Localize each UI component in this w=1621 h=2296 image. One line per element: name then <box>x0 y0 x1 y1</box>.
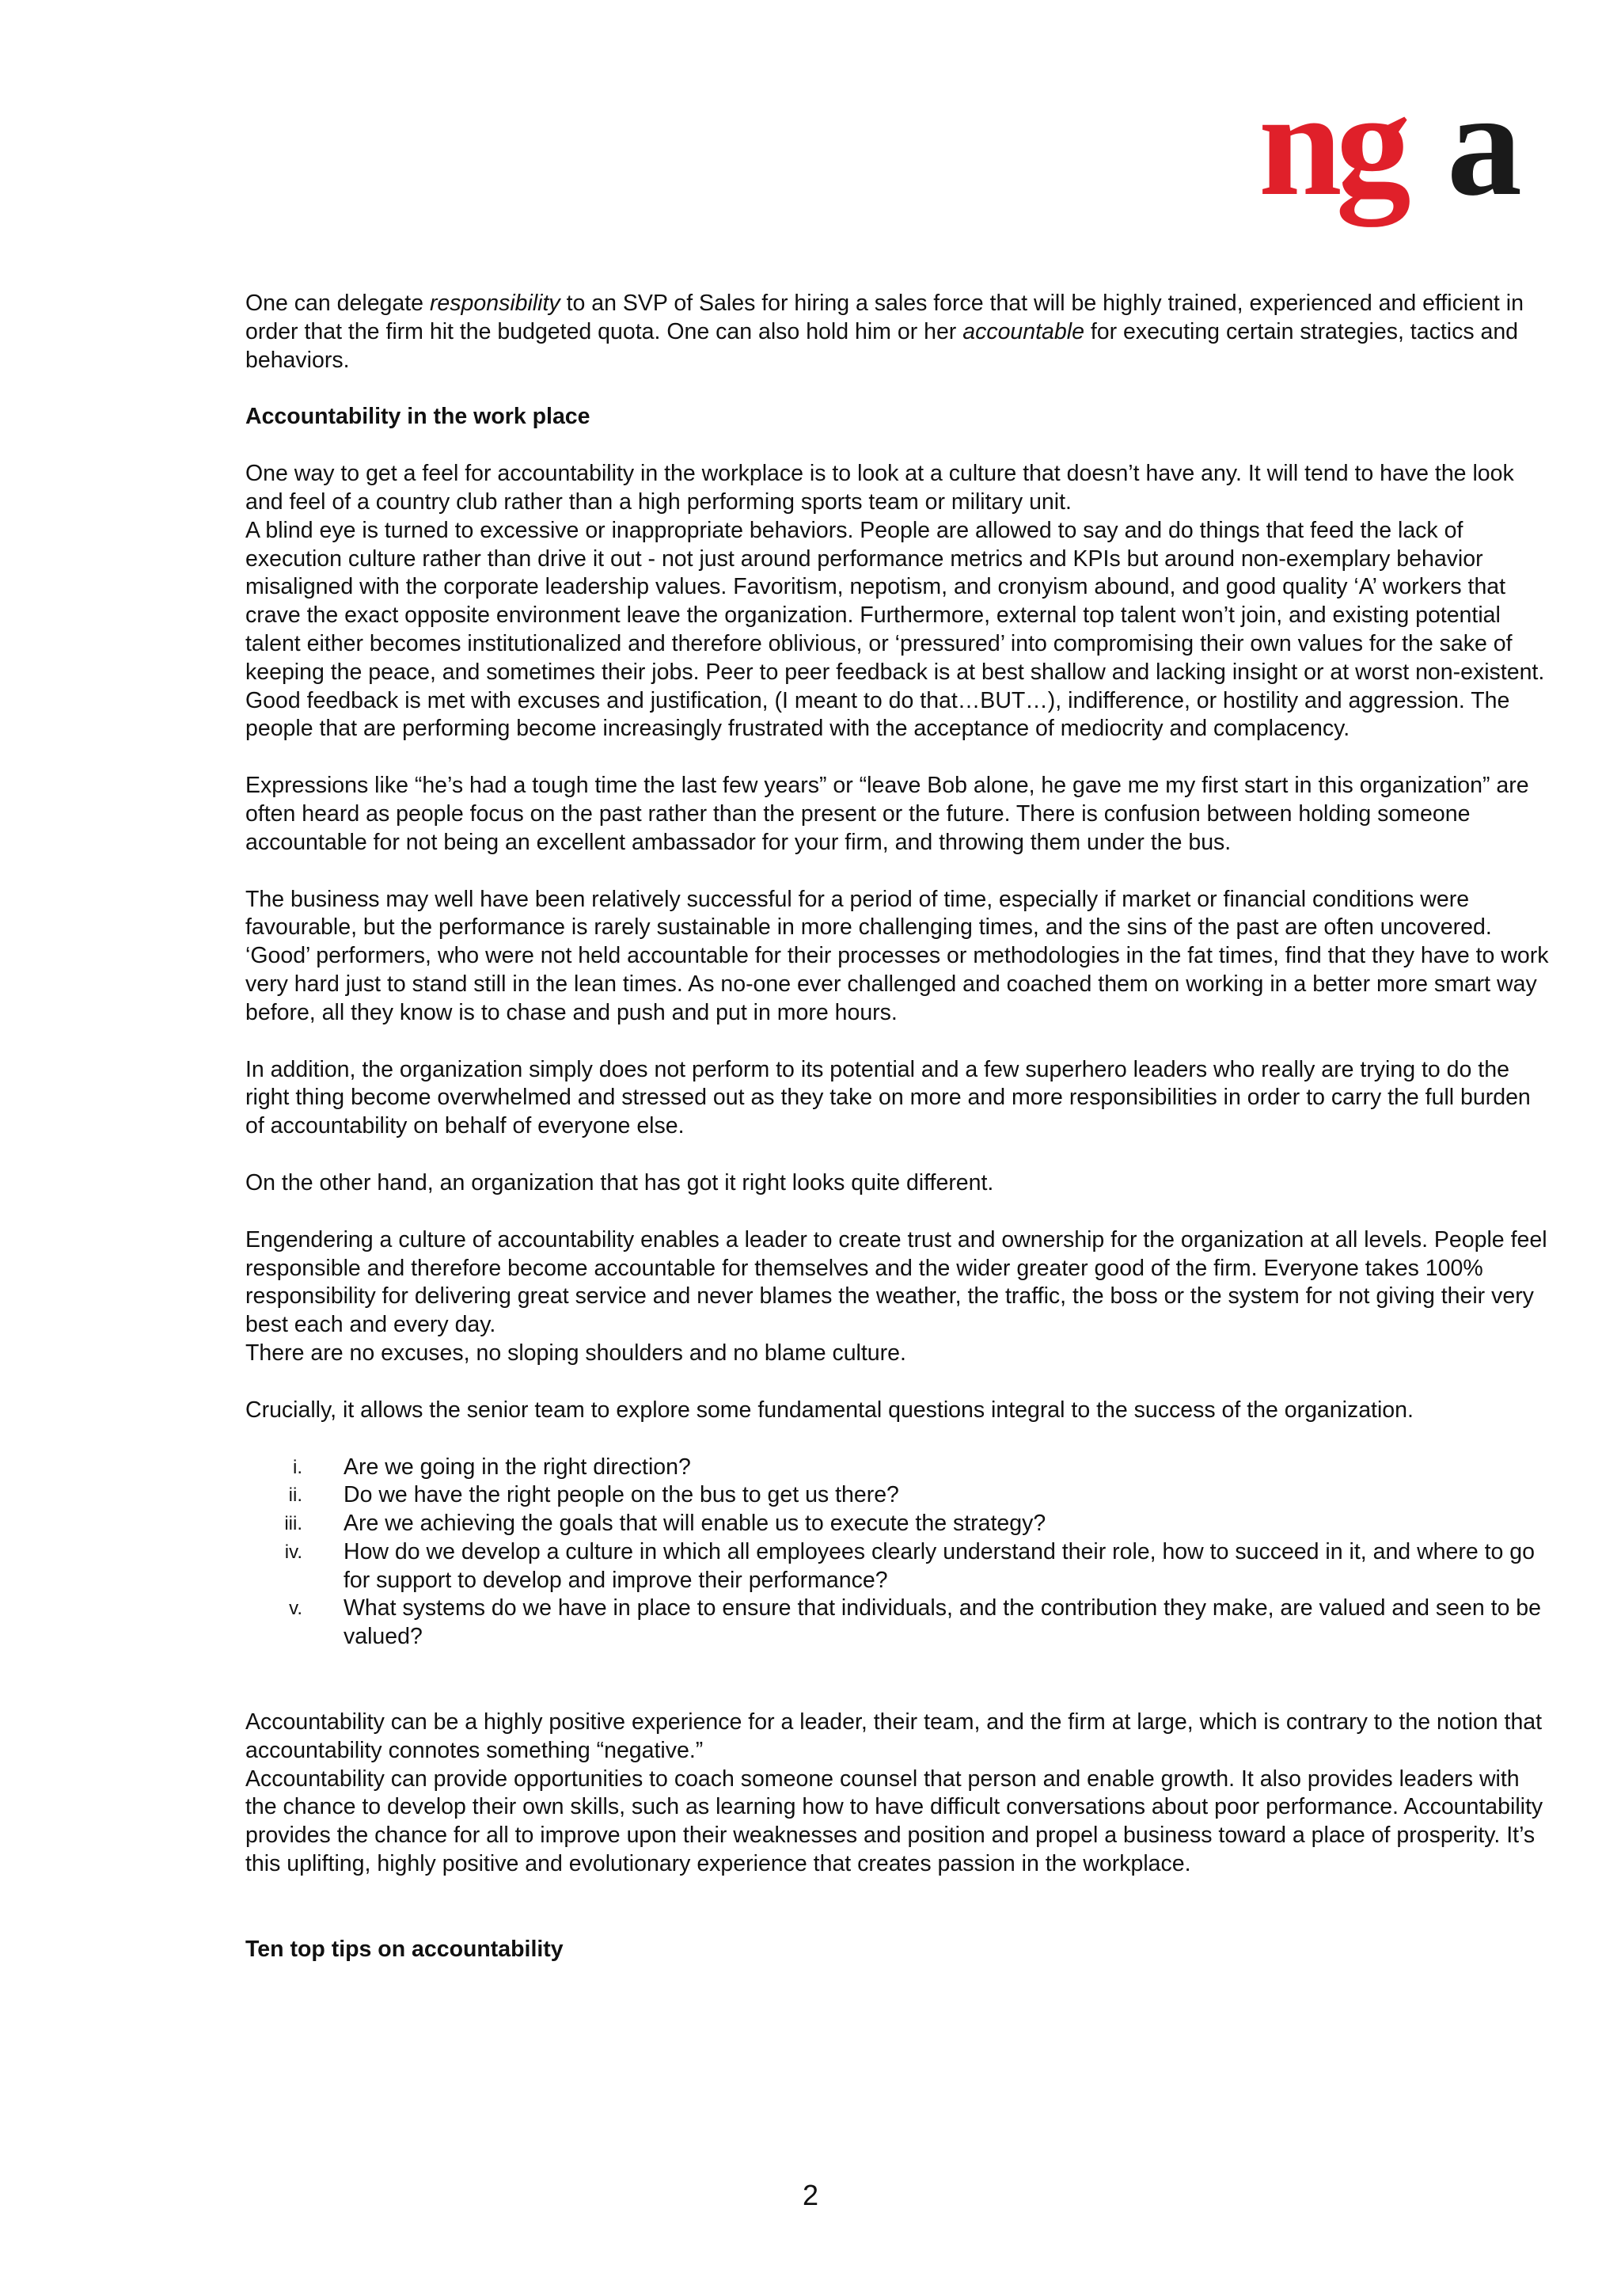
questions-list <box>245 1454 1551 1652</box>
list-item <box>245 1510 1551 1538</box>
list-number: i. <box>293 1456 302 1478</box>
svg-text:ng: ng <box>1258 75 1405 227</box>
paragraph: Accountability can be a highly positive experience for a leader, their team, and the firm at large, which is contrary to the notion that accountability connotes something “negative.” <box>245 1709 1543 1763</box>
list-number: v. <box>289 1598 302 1620</box>
page-number: 2 <box>802 2179 819 2211</box>
list-item <box>245 1595 1551 1652</box>
paragraph: In addition, the organization simply does not perform to its potential and a few superhero leaders who really are trying to do the right thing become overwhelmed and stressed out as they take on more and more responsibilities in order to carry the full burden of accountability on behalf of everyone else. <box>245 1056 1531 1139</box>
section-heading-workplace: Accountability in the work place <box>245 404 590 430</box>
list-number: iii. <box>284 1513 302 1535</box>
paragraph: Crucially, it allows the senior team to explore some fundamental questions integral to the success of the organization. <box>245 1397 1414 1423</box>
list-item-text: What systems do we have in place to ensure that individuals, and the contribution they make, are valued and seen to be valued? <box>344 1595 1541 1650</box>
paragraph: Accountability can provide opportunities to coach someone counsel that person and enable growth. It also provides leaders with the chance to develop their own skills, such as learning how to have difficult conversations about poor performance. Accountability provides the chance for all to improve upon their weaknesses and position and propel a business toward a place of prosperity. It’s this uplifting, highly positive and evolutionary experience that creates passion in the workplace. <box>245 1766 1543 1877</box>
paragraph: There are no excuses, no sloping shoulders and no blame culture. <box>245 1340 906 1366</box>
paragraph: A blind eye is turned to excessive or inappropriate behaviors. People are allowed to say and do things that feed the lack of execution culture rather than drive it out - not just around performance metrics and KPIs but around non-exemplary behavior misaligned with the corporate leadership values. Favoritism, nepotism, and cronyism abound, and good quality ‘A’ workers that crave the exact opposite environment leave the organization. Furthermore, external top talent won’t join, and existing potential talent either becomes institutionalized and therefore oblivious, or ‘pressured’ into compromising their own values for the sake of keeping the peace, and sometimes their jobs. Peer to peer feedback is at best shallow and lacking insight or at worst non-existent. Good feedback is met with excuses and justification, (I meant to do that…BUT…), indifference, or hostility and aggression. The people that are performing become increasingly frustrated with the acceptance of mediocrity and complacency. <box>245 517 1545 742</box>
paragraph: The business may well have been relatively successful for a period of time, especially if market or financial conditions were favourable, but the performance is rarely sustainable in more challenging times, and the sins of the past are often uncovered. <box>245 886 1492 941</box>
list-item-text: Are we achieving the goals that will enable us to execute the strategy? <box>344 1511 1046 1537</box>
paragraph: Expressions like “he’s had a tough time the last few years” or “leave Bob alone, he gave me my first start in this organization” are often heard as people focus on the past rather than the present or the future. There is confusion between holding someone accountable for not being an excellent ambassador for your firm, and throwing them under the bus. <box>245 773 1529 855</box>
emphasis-accountable: accountable <box>962 318 1084 344</box>
list-item <box>245 1538 1551 1595</box>
list-item-text: Do we have the right people on the bus to get us there? <box>344 1482 899 1508</box>
paragraph: One way to get a feel for accountability in the workplace is to look at a culture that doesn’t have any. It will tend to have the look and feel of a country club rather than a high performing sports team or military unit. <box>245 461 1514 515</box>
list-item <box>245 1454 1551 1482</box>
paragraph: Engendering a culture of accountability enables a leader to create trust and ownership for the organization at all levels. People feel responsible and therefore become accountable for themselves and the wider greater good of the firm. Everyone takes 100% responsibility for delivering great service and never blames the weather, the traffic, the boss or the system for not giving their very best each and every day. <box>245 1226 1547 1338</box>
nga-logo <box>1258 75 1543 241</box>
list-item-text: How do we develop a culture in which all employees clearly understand their role, how to succeed in it, and where to go for support to develop and improve their performance? <box>344 1538 1536 1593</box>
emphasis-responsibility: responsibility <box>429 291 560 316</box>
svg-text:a: a <box>1447 75 1522 227</box>
paragraph: ‘Good’ performers, who were not held accountable for their processes or methodologies in the fat times, find that they have to work very hard just to stand still in the lean times. As no-one ever challenged and coached them on working in a better more smart way before, all they know is to chase and push and put in more hours. <box>245 943 1549 1025</box>
list-number: iv. <box>284 1541 302 1563</box>
list-item <box>245 1481 1551 1510</box>
paragraph-delegation: One can delegate responsibility to an SVP of Sales for hiring a sales force that will be highly trained, experienced and efficient in order that the firm hit the budgeted quota. One can also hold him or her accountable for executing certain strategies, tactics and behaviors. <box>245 291 1524 373</box>
paragraph: On the other hand, an organization that has got it right looks quite different. <box>245 1169 994 1196</box>
document-body <box>245 290 1551 1964</box>
list-number: ii. <box>288 1484 302 1507</box>
list-item-text: Are we going in the right direction? <box>344 1454 691 1480</box>
nga-logo-graphic <box>1258 75 1543 241</box>
section-heading-top-tips: Ten top tips on accountability <box>245 1936 564 1962</box>
